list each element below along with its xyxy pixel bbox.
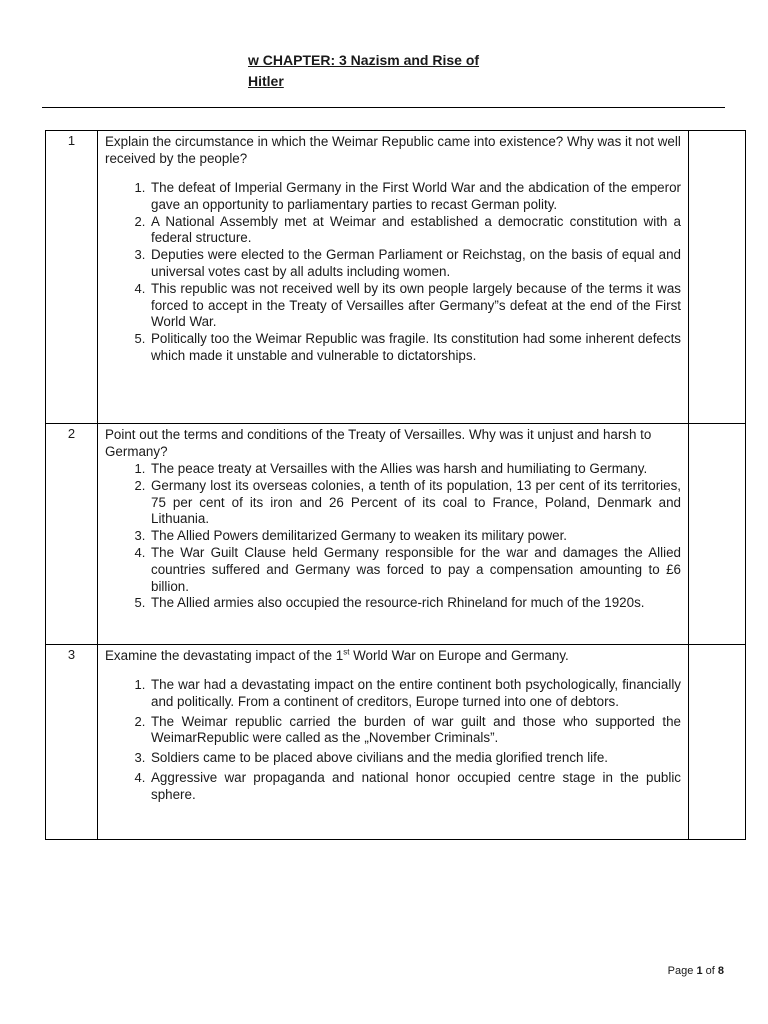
question-number: 2 — [46, 424, 98, 645]
list-item: 2. A National Assembly met at Weimar and established a democratic constitution with a federal structure. — [149, 214, 681, 248]
list-item: 4. This republic was not received well by its own people largely because of the terms it was forced to accept in the Treaty of Versailles after Germany”s defeat at the end of the First World War. — [149, 281, 681, 331]
question-number: 3 — [46, 645, 98, 840]
question-text — [105, 647, 681, 664]
question-cell — [98, 645, 689, 840]
list-item: 5. The Allied armies also occupied the resource-rich Rhineland for much of the 1920s. — [149, 595, 681, 612]
chapter-title-line1: w CHAPTER: 3 Nazism and Rise of — [248, 52, 480, 68]
question-number: 1 — [46, 131, 98, 424]
list-item: 4. Aggressive war propaganda and national honor occupied centre stage in the public sphere. — [149, 770, 681, 804]
header-divider — [42, 107, 725, 108]
list-item: 3. Soldiers came to be placed above civilians and the media glorified trench life. — [149, 750, 681, 767]
list-item: 1. The defeat of Imperial Germany in the First World War and the abdication of the emperor gave an opportunity to parliamentary parties to recast German polity. — [149, 180, 681, 214]
page-label: Page — [667, 965, 694, 977]
page-number — [668, 965, 724, 977]
page-of: of — [705, 965, 715, 977]
marks-cell — [689, 131, 746, 424]
ordinal-superscript: st — [343, 647, 350, 657]
marks-cell — [689, 424, 746, 645]
question-text: Point out the terms and conditions of the Treaty of Versailles. Why was it unjust and harsh to Germany? — [105, 427, 652, 459]
answer-list — [105, 677, 681, 804]
table-row — [46, 131, 746, 424]
list-item: 2. The Weimar republic carried the burden of war guilt and those who supported the WeimarRepublic were called as the „November Criminals”. — [149, 714, 681, 748]
question-answer-table — [45, 130, 746, 840]
list-item: 4. The War Guilt Clause held Germany responsible for the war and damages the Allied countries suffered and Germany was forced to pay a compensation amounting to £6 billion. — [149, 545, 681, 595]
list-item: 5. Politically too the Weimar Republic was fragile. Its constitution had some inherent defects which made it unstable and vulnerable to dictatorships. — [149, 331, 681, 365]
list-item: 3. The Allied Powers demilitarized Germany to weaken its military power. — [149, 528, 681, 545]
chapter-title — [248, 50, 479, 92]
marks-cell — [689, 645, 746, 840]
page-current: 1 — [696, 965, 703, 977]
table-row — [46, 424, 746, 645]
list-item: 3. Deputies were elected to the German Parliament or Reichstag, on the basis of equal and universal votes cast by all adults including women. — [149, 247, 681, 281]
list-item: 1. The war had a devastating impact on the entire continent both psychologically, financially and politically. From a continent of creditors, Europe turned into one of debtors. — [149, 677, 681, 711]
question-cell — [98, 424, 689, 645]
answer-list — [105, 180, 681, 365]
list-item: 2. Germany lost its overseas colonies, a tenth of its population, 13 per cent of its territories, 75 per cent of its iron and 26 Percent of its coal to France, Poland, Denmark and Lithuania. — [149, 478, 681, 528]
list-item: 1. The peace treaty at Versailles with the Allies was harsh and humiliating to Germany. — [149, 461, 681, 478]
table-row — [46, 645, 746, 840]
question-text: Explain the circumstance in which the Weimar Republic came into existence? Why was it not well received by the people? — [105, 134, 681, 166]
page-total: 8 — [717, 965, 724, 977]
answer-list — [105, 461, 681, 612]
question-text-part: Examine the devastating impact of the 1 — [105, 648, 344, 663]
question-cell — [98, 131, 689, 424]
question-text-part: World War on Europe and Germany. — [349, 648, 569, 663]
chapter-title-line2: Hitler — [248, 73, 284, 89]
